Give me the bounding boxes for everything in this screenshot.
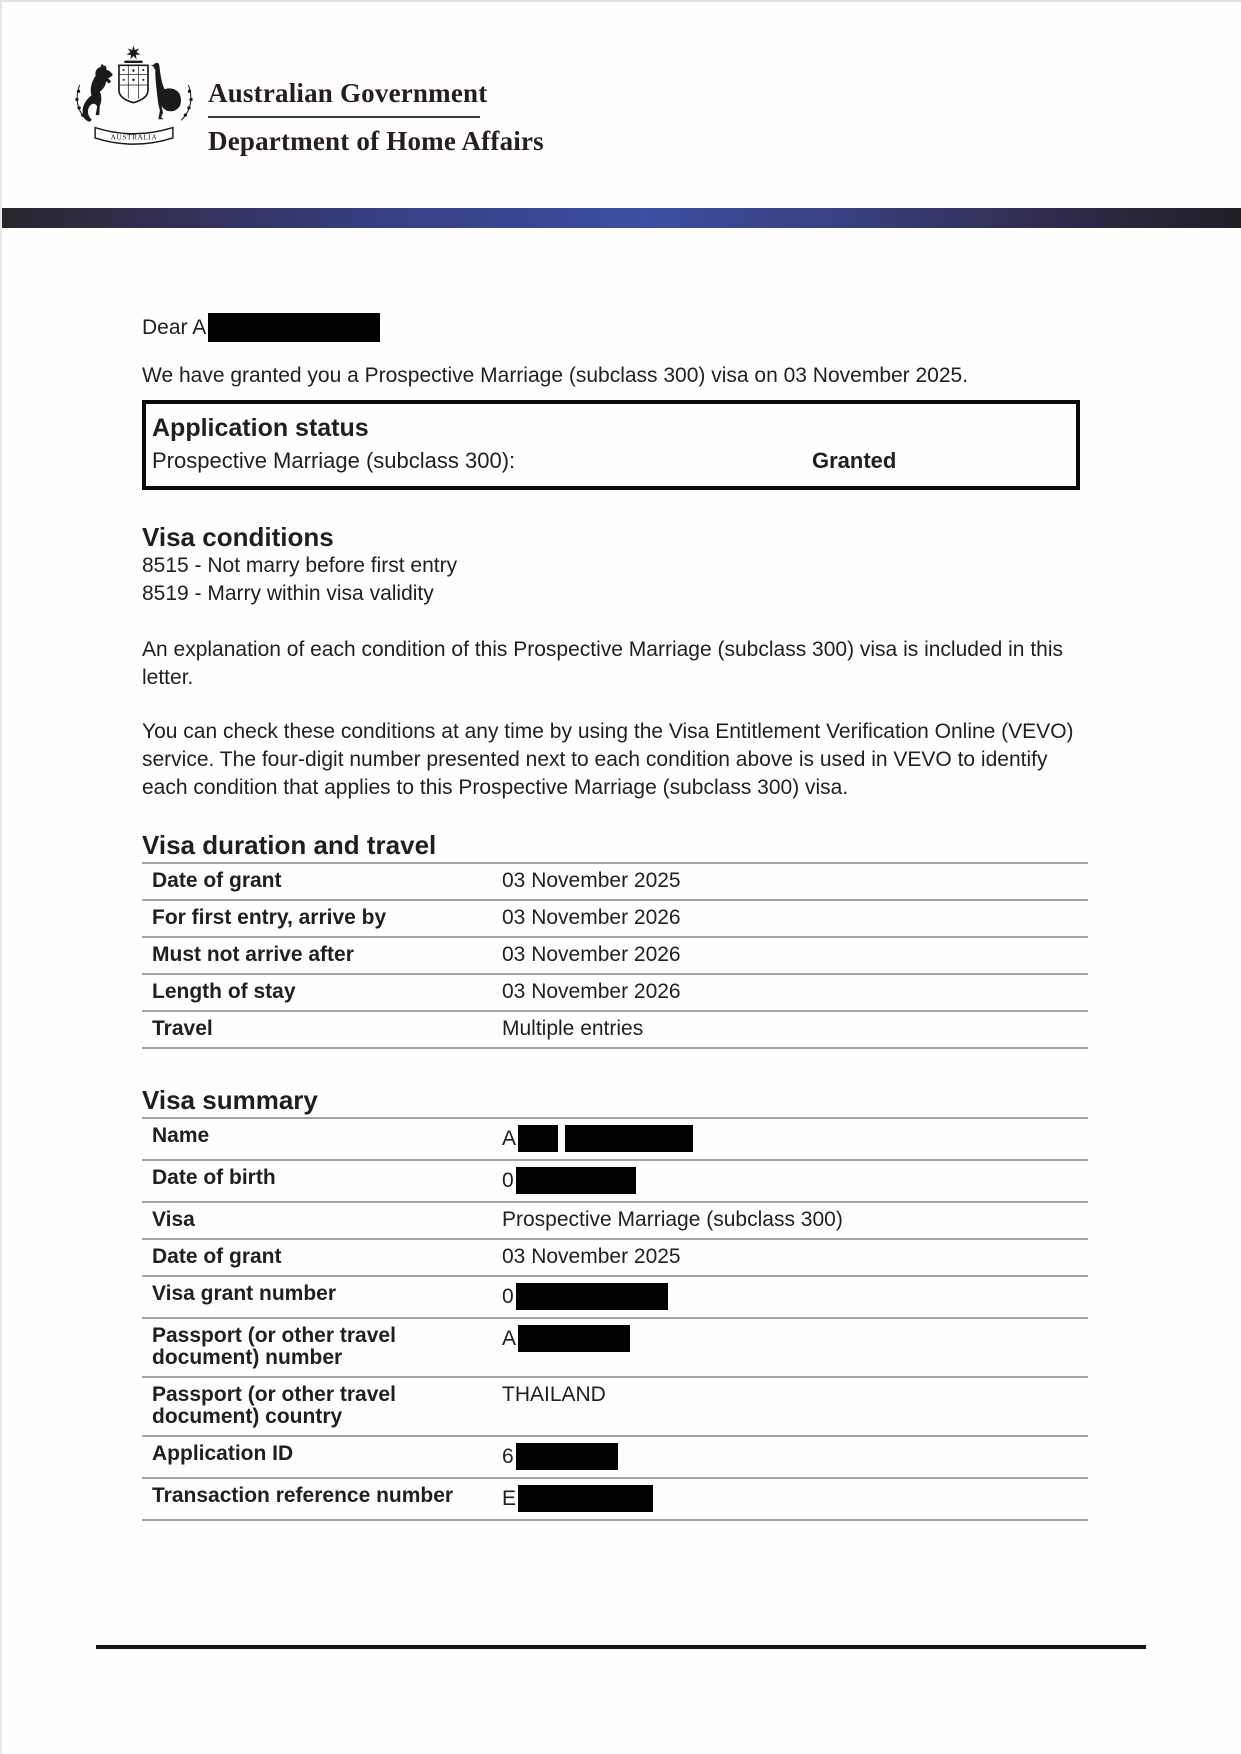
application-status-row (152, 444, 1068, 478)
row-value: 03 November 2026 (502, 943, 681, 966)
row-label: Name (152, 1124, 210, 1147)
row-value: THAILAND (502, 1383, 606, 1406)
row-label: Must not arrive after (152, 943, 354, 966)
table-row (142, 975, 1088, 1012)
conditions-explanation-paragraph: An explanation of each condition of this Prospective Marriage (subclass 300) visa is included in this letter. (142, 638, 1063, 689)
visa-summary-heading: Visa summary (142, 1085, 318, 1115)
row-label: Transaction reference number (152, 1484, 454, 1507)
table-row (142, 1277, 1088, 1319)
footer-divider (96, 1645, 1146, 1649)
table-row (142, 1437, 1088, 1479)
table-row (142, 864, 1088, 901)
agency-identity (208, 78, 768, 157)
application-status-title: Application status (152, 414, 369, 442)
row-value (502, 1125, 1088, 1152)
row-value: Multiple entries (502, 1017, 644, 1040)
salutation (142, 313, 1146, 342)
table-row (142, 1479, 1088, 1521)
value-prefix: 0 (502, 1169, 514, 1192)
row-label: Travel (152, 1017, 213, 1040)
table-row (142, 938, 1088, 975)
visa-duration-heading: Visa duration and travel (142, 830, 437, 860)
vevo-note-paragraph: You can check these conditions at any time by using the Visa Entitlement Verification Online (VEVO) service. The four-digit number presented next to each condition above is used in VEVO to identify each condition that applies to this Prospective Marriage (subclass 300) visa. (142, 720, 1074, 799)
letter-header (2, 2, 1241, 208)
redaction-box (518, 1125, 558, 1152)
letter-body (2, 313, 1241, 1649)
row-label: Passport (or other travel document) country (152, 1383, 396, 1428)
row-value: Prospective Marriage (subclass 300) (502, 1208, 843, 1231)
row-value (502, 1443, 1088, 1470)
redaction-box (518, 1485, 653, 1512)
row-label: Visa grant number (152, 1282, 336, 1305)
table-row (142, 1203, 1088, 1240)
grant-intro-paragraph: We have granted you a Prospective Marriage (subclass 300) visa on 03 November 2025. (142, 364, 969, 387)
row-value (502, 1283, 1088, 1310)
australian-coat-of-arms-icon (64, 42, 204, 154)
status-value: Granted (812, 448, 897, 473)
row-value (502, 1167, 1088, 1194)
row-value: 03 November 2026 (502, 980, 681, 1003)
row-label: Date of grant (152, 869, 282, 892)
table-row (142, 1378, 1088, 1437)
row-value: 03 November 2025 (502, 1245, 681, 1268)
table-row (142, 1319, 1088, 1378)
header-gradient-bar (2, 208, 1241, 228)
row-label: Passport (or other travel document) number (152, 1324, 396, 1369)
redaction-box (516, 1167, 636, 1194)
crest-banner-text: AUSTRALIA (110, 133, 158, 142)
row-value: 03 November 2026 (502, 906, 681, 929)
row-label: For first entry, arrive by (152, 906, 387, 929)
row-value (502, 1325, 1088, 1369)
application-status-box (142, 400, 1080, 490)
table-row (142, 901, 1088, 938)
row-label: Length of stay (152, 980, 296, 1003)
value-prefix: E (502, 1487, 517, 1510)
row-label: Visa (152, 1208, 195, 1231)
header-divider (208, 116, 480, 118)
row-value: 03 November 2025 (502, 869, 681, 892)
department-title: Department of Home Affairs (208, 126, 544, 156)
value-prefix: 6 (502, 1445, 514, 1468)
value-prefix: A (502, 1327, 517, 1350)
status-visa-label: Prospective Marriage (subclass 300): (152, 448, 516, 473)
row-label: Date of grant (152, 1245, 282, 1268)
table-row (142, 1012, 1088, 1049)
redaction-box (208, 313, 380, 342)
row-value (502, 1485, 1088, 1512)
value-prefix: A (502, 1127, 517, 1150)
redaction-box (518, 1325, 630, 1352)
condition-item: 8515 - Not marry before first entry (142, 554, 458, 577)
visa-conditions-heading: Visa conditions (142, 522, 334, 552)
value-prefix: 0 (502, 1285, 514, 1308)
table-row (142, 1240, 1088, 1277)
row-label: Application ID (152, 1442, 294, 1465)
redaction-box (516, 1283, 668, 1310)
government-title: Australian Government (208, 78, 488, 108)
condition-item: 8519 - Marry within visa validity (142, 582, 434, 605)
visa-summary-table (142, 1117, 1088, 1521)
salutation-text: Dear A (142, 316, 207, 339)
table-row (142, 1119, 1088, 1161)
table-row (142, 1161, 1088, 1203)
row-label: Date of birth (152, 1166, 276, 1189)
visa-duration-table (142, 862, 1088, 1049)
redaction-box (516, 1443, 618, 1470)
redaction-box (565, 1125, 693, 1152)
